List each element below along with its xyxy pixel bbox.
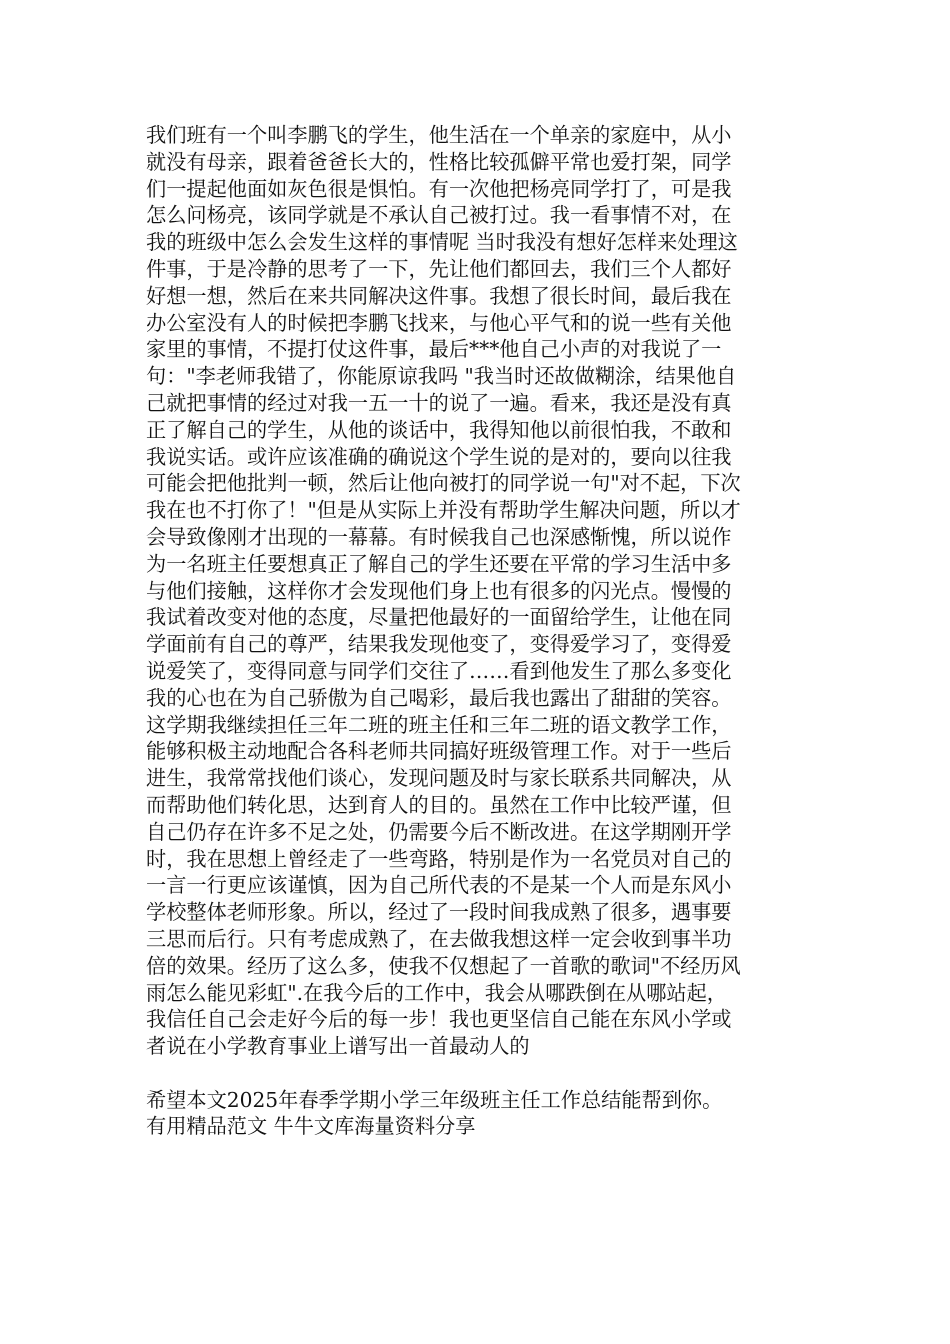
body-line: 我的班级中怎么会发生这样的事情呢 当时我没有想好怎样来处理这: [146, 230, 738, 255]
body-line: 我们班有一个叫李鹏飞的学生，他生活在一个单亲的家庭中，从小: [146, 123, 732, 147]
body-line: 就没有母亲，跟着爸爸长大的，性格比较孤僻平常也爱打架，同学: [146, 149, 732, 174]
body-line: 自己仍存在许多不足之处，仍需要今后不断改进。在这学期刚开学: [146, 819, 732, 844]
body-line: 句："李老师我错了，你能原谅我吗 "我当时还故做糊涂，结果他自: [146, 364, 737, 389]
body-line: 正了解自己的学生，从他的谈话中，我得知他以前很怕我，不敢和: [146, 417, 732, 442]
body-line: 说爱笑了，变得同意与同学们交往了……看到他发生了那么多变化: [146, 658, 732, 683]
body-line: 我在也不打你了！"但是从实际上并没有帮助学生解决问题，所以才: [146, 498, 741, 523]
body-line: 我信任自己会走好今后的每一步！我也更坚信自己能在东风小学或: [146, 1007, 732, 1032]
body-line: 与他们接触，这样你才会发现他们身上也有很多的闪光点。慢慢的: [146, 578, 732, 603]
paragraph-spacer: [146, 1060, 816, 1087]
body-line: 三思而后行。只有考虑成熟了，在去做我想这样一定会收到事半功: [146, 926, 732, 951]
footer-tagline: 有用精品范文 牛牛文库海量资料分享: [146, 1114, 476, 1139]
body-line: 这学期我继续担任三年二班的班主任和三年二班的语文教学工作，: [146, 712, 732, 737]
body-line: 为一名班主任要想真正了解自己的学生还要在平常的学习生活中多: [146, 551, 732, 576]
document-body: [146, 122, 816, 1140]
body-line: 学校整体老师形象。所以，经过了一段时间我成熟了很多，遇事要: [146, 900, 732, 925]
body-line: 进生，我常常找他们谈心，发现问题及时与家长联系共同解决，从: [146, 766, 732, 791]
body-line: 时，我在思想上曾经走了一些弯路，特别是作为一名党员对自己的: [146, 846, 732, 871]
body-line: 学面前有自己的尊严，结果我发现他变了，变得爱学习了，变得爱: [146, 632, 732, 657]
body-line: 们一提起他面如灰色很是惧怕。有一次他把杨亮同学打了，可是我: [146, 176, 732, 201]
body-line: 己就把事情的经过对我一五一十的说了一遍。看来，我还是没有真: [146, 390, 732, 415]
body-line: 会导致像刚才出现的一幕幕。有时候我自己也深感惭愧，所以说作: [146, 524, 732, 549]
body-line: 我的心也在为自己骄傲为自己喝彩，最后我也露出了甜甜的笑容。: [146, 685, 732, 710]
body-line: 可能会把他批判一顿，然后让他向被打的同学说一句"对不起，下次: [146, 471, 741, 496]
body-line: 办公室没有人的时候把李鹏飞找来，与他心平气和的说一些有关他: [146, 310, 732, 335]
body-line: 能够积极主动地配合各科老师共同搞好班级管理工作。对于一些后: [146, 739, 732, 764]
body-line: 一言一行更应该谨慎，因为自己所代表的不是某一个人而是东风小: [146, 873, 732, 898]
body-line: 者说在小学教育事业上谱写出一首最动人的: [146, 1034, 530, 1059]
body-line: 倍的效果。经历了这么多，使我不仅想起了一首歌的歌词"不经历风: [146, 953, 741, 978]
body-line: 件事，于是冷静的思考了一下，先让他们都回去，我们三个人都好: [146, 256, 732, 281]
body-line: 而帮助他们转化思，达到育人的目的。虽然在工作中比较严谨，但: [146, 792, 732, 817]
body-line: 怎么问杨亮，该同学就是不承认自己被打过。我一看事情不对，在: [146, 203, 732, 228]
body-line: 我试着改变对他的态度，尽量把他最好的一面留给学生，让他在同: [146, 605, 732, 630]
body-line: 雨怎么能见彩虹".在我今后的工作中，我会从哪跌倒在从哪站起，: [146, 980, 727, 1005]
body-line: 家里的事情，不提打仗这件事，最后***他自己小声的对我说了一: [146, 337, 722, 362]
body-line: 我说实话。或许应该准确的确说这个学生说的是对的，要向以往我: [146, 444, 732, 469]
closing-line: 希望本文2025年春季学期小学三年级班主任工作总结能帮到你。: [146, 1087, 723, 1112]
body-line: 好想一想，然后在来共同解决这件事。我想了很长时间，最后我在: [146, 283, 732, 308]
